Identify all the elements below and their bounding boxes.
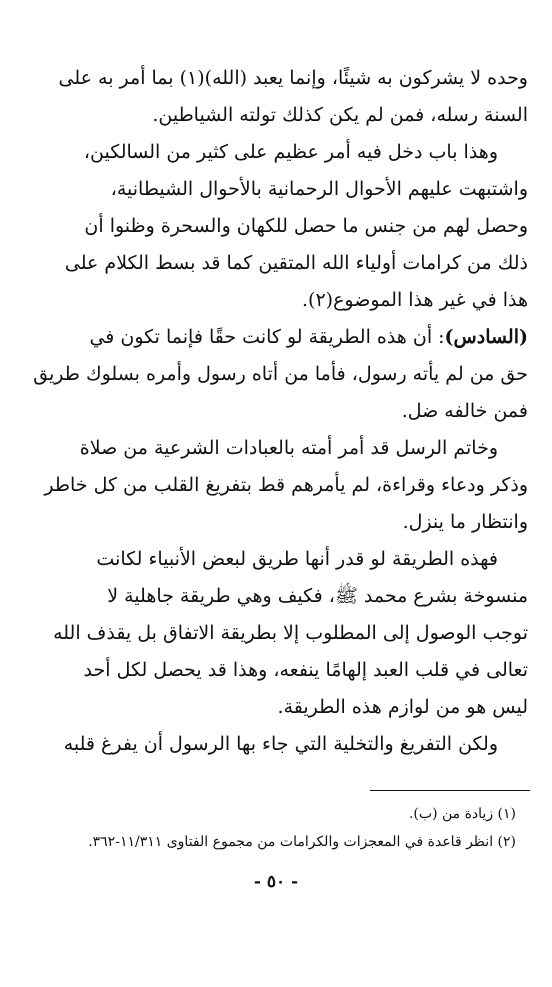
text-line: فهذه الطريقة لو قدر أنها طريق لبعض الأنبياء لكانت [96, 548, 498, 570]
text-line: فمن خالفه ضل. [401, 400, 528, 422]
footnote-1: (١) زيادة من (ب). [408, 806, 516, 822]
text-line: توجب الوصول إلى المطلوب إلا بطريقة الاتفاق بل يقذف الله [53, 622, 528, 644]
text-line: حق من لم يأته رسول، فأما من أتاه رسول وأمره بسلوك طريق [33, 363, 528, 385]
text-line: وهذا باب دخل فيه أمر عظيم على كثير من السالكين، [83, 141, 498, 163]
footnotes [24, 800, 524, 856]
text-line: ليس هو من لوازم هذه الطريقة. [277, 696, 528, 718]
text-line: وخاتم الرسل قد أمر أمته بالعبادات الشرعية من صلاة [79, 437, 498, 459]
text-line: ولكن التفريغ والتخلية التي جاء بها الرسول أن يفرغ قلبه [63, 733, 498, 755]
footnote-2: (٢) انظر قاعدة في المعجزات والكرامات من مجموع الفتاوى ١١/٣١١-٣٦٢. [88, 834, 516, 850]
text-line: تعالى في قلب العبد إلهامًا ينفعه، وهذا قد يحصل لكل أحد [83, 659, 528, 681]
page-number: - ٥٠ - [253, 872, 299, 892]
text-line: وحده لا يشركون به شيئًا، وإنما يعبد (الله)(١) بما أمر به على [58, 67, 528, 89]
section-heading: (السادس) [444, 326, 528, 348]
text-line: وانتظار ما ينزل. [402, 511, 528, 533]
page-body [28, 60, 528, 763]
text-line: هذا في غير هذا الموضوع(٢). [301, 289, 528, 311]
text-line: السنة رسله، فمن لم يكن كذلك تولته الشياطين. [152, 104, 528, 126]
text-line: واشتبهت عليهم الأحوال الرحمانية بالأحوال الشيطانية، [110, 178, 528, 200]
footnote-divider [370, 790, 530, 791]
text-line: وحصل لهم من جنس ما حصل للكهان والسحرة وظنوا أن [84, 215, 528, 237]
text-line: منسوخة بشرع محمد ﷺ، فكيف وهي طريقة جاهلية لا [107, 585, 528, 607]
main-text [28, 60, 528, 763]
text-line [28, 319, 528, 356]
text-line: ذلك من كرامات أولياء الله المتقين كما قد بسط الكلام على [64, 252, 528, 274]
text-line: وذكر ودعاء وقراءة، لم يأمرهم قط بتفريغ القلب من كل خاطر [44, 474, 528, 496]
text-line-rest: : أن هذه الطريقة لو كانت حقًا فإنما تكون في [89, 326, 445, 348]
